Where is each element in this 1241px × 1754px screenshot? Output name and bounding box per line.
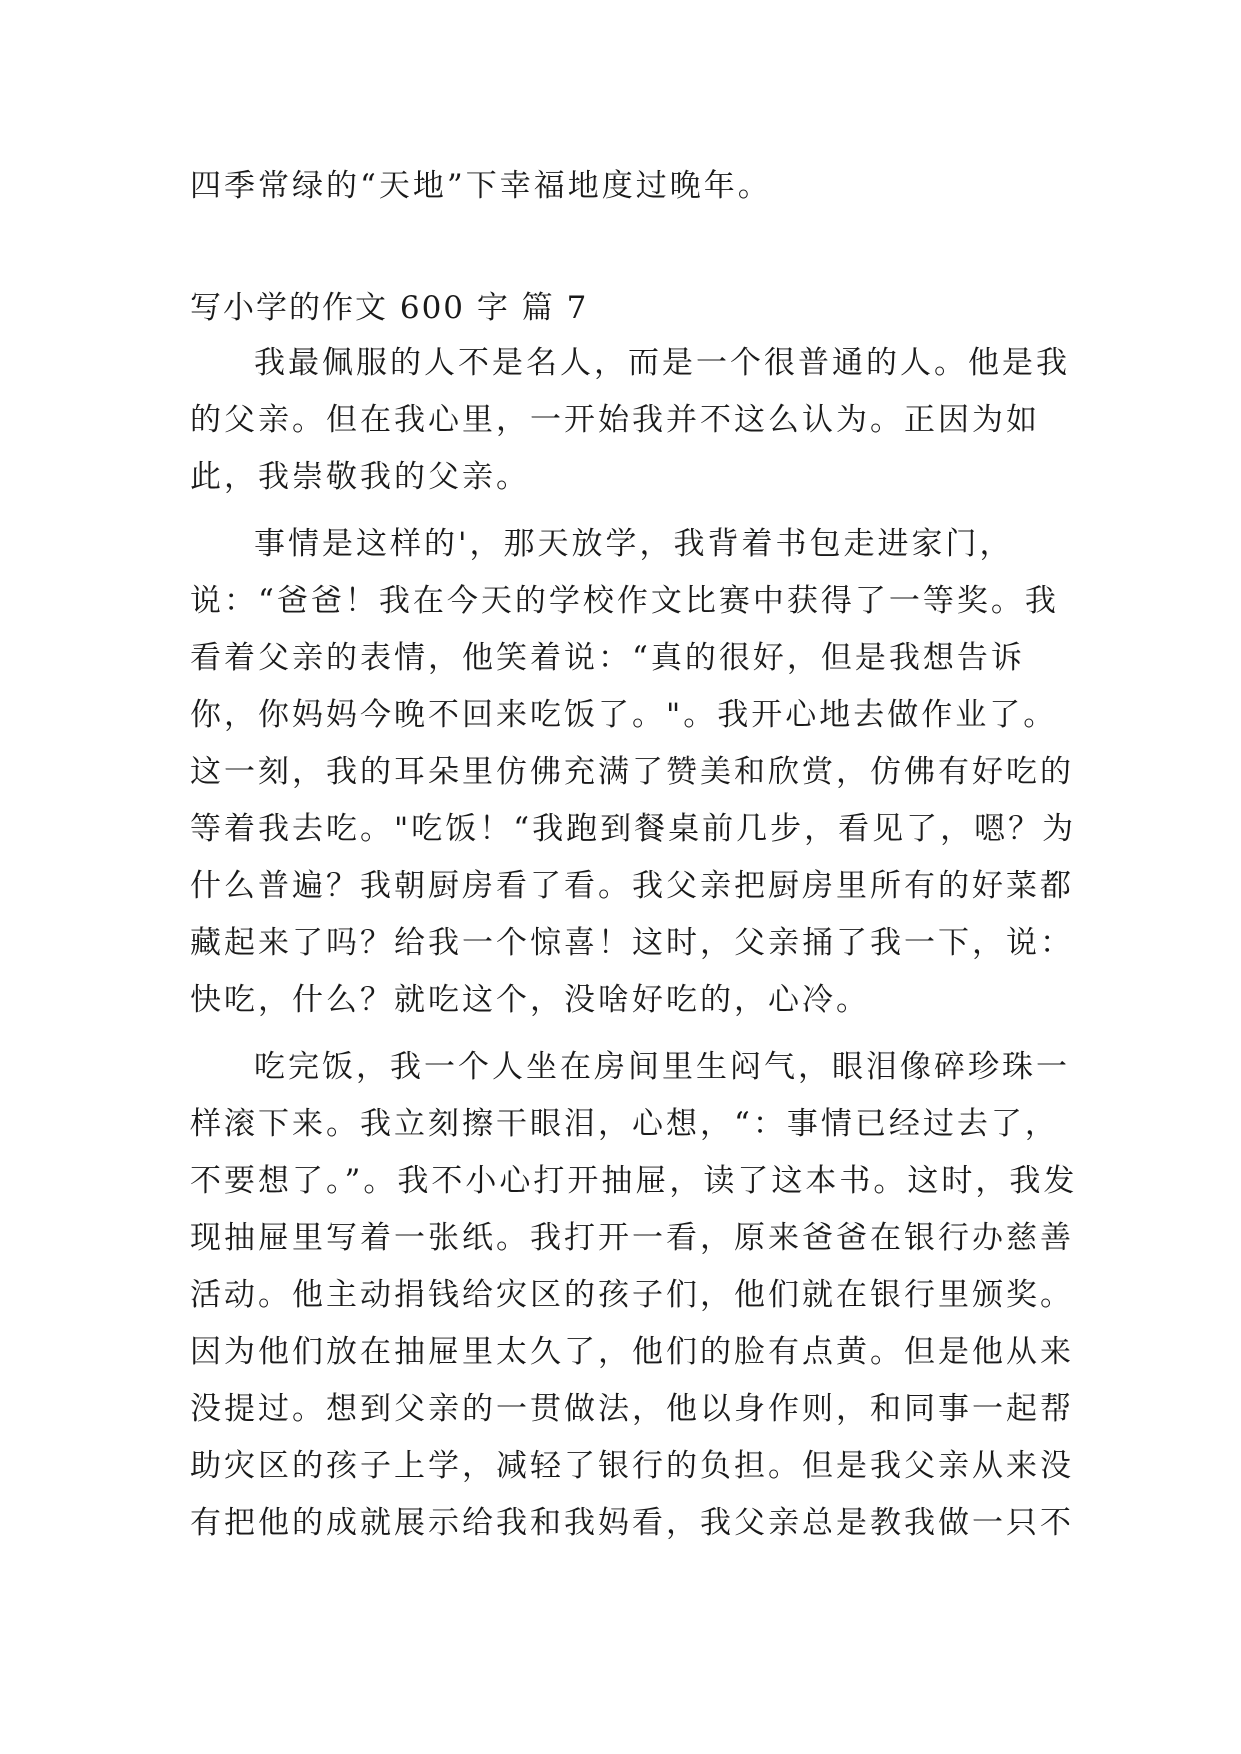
paragraph-1: 我最佩服的人不是名人，而是一个很普通的人。他是我的父亲。但在我心里，一开始我并不这么认为。正因为如此，我崇敬我的父亲。 [190,345,1070,495]
article-body [190,335,1080,1562]
lead-line: 四季常绿的“天地”下幸福地度过晚年。 [190,168,772,204]
section-heading: 写小学的作文 600 字 篇 7 [190,290,589,326]
paragraph-2: 事情是这样的'，那天放学，我背着书包走进家门，说：“爸爸！我在今天的学校作文比赛中获得了一等奖。我看着父亲的表情，他笑着说：“真的很好，但是我想告诉你，你妈妈今晚不回来吃饭了。"。我开心地去做作业了。这一刻，我的耳朵里仿佛充满了赞美和欣赏，仿佛有好吃的等着我去吃。"吃饭！“我跑到餐桌前几步，看见了，嗯？为什么普遍？我朝厨房看了看。我父亲把厨房里所有的好菜都藏起来了吗？给我一个惊喜！这时，父亲捅了我一下，说：快吃，什么？就吃这个，没啥好吃的，心冷。 [190,526,1077,1018]
paragraph-3: 吃完饭，我一个人坐在房间里生闷气，眼泪像碎珍珠一样滚下来。我立刻擦干眼泪，心想，“：事情已经过去了，不要想了。”。我不小心打开抽屉，读了这本书。这时，我发现抽屉里写着一张纸。我打开一看，原来爸爸在银行办慈善活动。他主动捐钱给灾区的孩子们，他们就在银行里颁奖。因为他们放在抽屉里太久了，他们的脸有点黄。但是他从来没提过。想到父亲的一贯做法，他以身作则，和同事一起帮助灾区的孩子上学，减轻了银行的负担。但是我父亲从来没有把他的成就展示给我和我妈看，我父亲总是教我做一只不 [190,1049,1078,1541]
